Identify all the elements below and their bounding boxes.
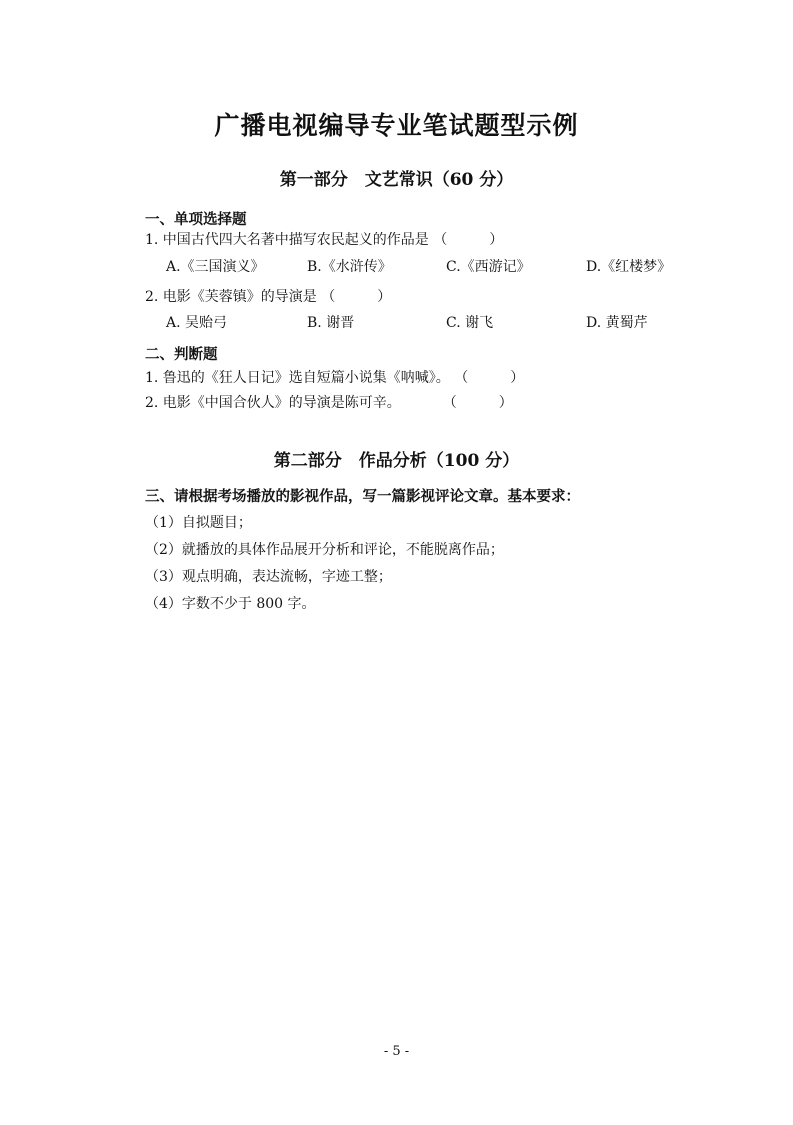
requirement-1: （1）自拟题目；: [145, 515, 252, 531]
choice-q2-option-b: B. 谢晋: [307, 315, 355, 331]
choice-q2-option-d: D. 黄蜀芹: [586, 315, 648, 331]
true-false-question-1: 1. 鲁迅的《狂人日记》选自短篇小说集《呐喊》。 （ ）: [145, 370, 525, 386]
choice-q2-option-c: C. 谢飞: [446, 315, 494, 331]
choice-q1-option-b: B.《水浒传》: [307, 259, 392, 275]
page-number: - 5 -: [383, 1044, 410, 1059]
choice-question-1: 1. 中国古代四大名著中描写农民起义的作品是 （ ）: [145, 232, 504, 248]
section-true-false-title: 二、判断题: [145, 346, 218, 363]
true-false-question-2: 2. 电影《中国合伙人》的导演是陈可辛。 （ ）: [145, 395, 513, 411]
requirement-4: （4）字数不少于 800 字。: [145, 596, 316, 612]
section-single-choice-title: 一、单项选择题: [145, 211, 247, 228]
part-one-heading: 第一部分 文艺常识（60 分）: [279, 170, 514, 190]
choice-question-2: 2. 电影《芙蓉镇》的导演是 （ ）: [145, 289, 392, 305]
part-two-heading: 第二部分 作品分析（100 分）: [273, 451, 520, 471]
requirement-2: （2）就播放的具体作品展开分析和评论，不能脱离作品；: [145, 542, 504, 558]
choice-q1-option-d: D.《红楼梦》: [586, 259, 672, 275]
document-title: 广播电视编导专业笔试题型示例: [214, 111, 579, 140]
requirement-3: （3）观点明确，表达流畅，字迹工整；: [145, 569, 392, 585]
section-film-review-title: 三、请根据考场播放的影视作品，写一篇影视评论文章。基本要求：: [145, 488, 580, 505]
choice-q1-option-a: A.《三国演义》: [166, 259, 265, 275]
choice-q1-option-c: C.《西游记》: [446, 259, 531, 275]
choice-q2-option-a: A. 吴贻弓: [166, 315, 228, 331]
